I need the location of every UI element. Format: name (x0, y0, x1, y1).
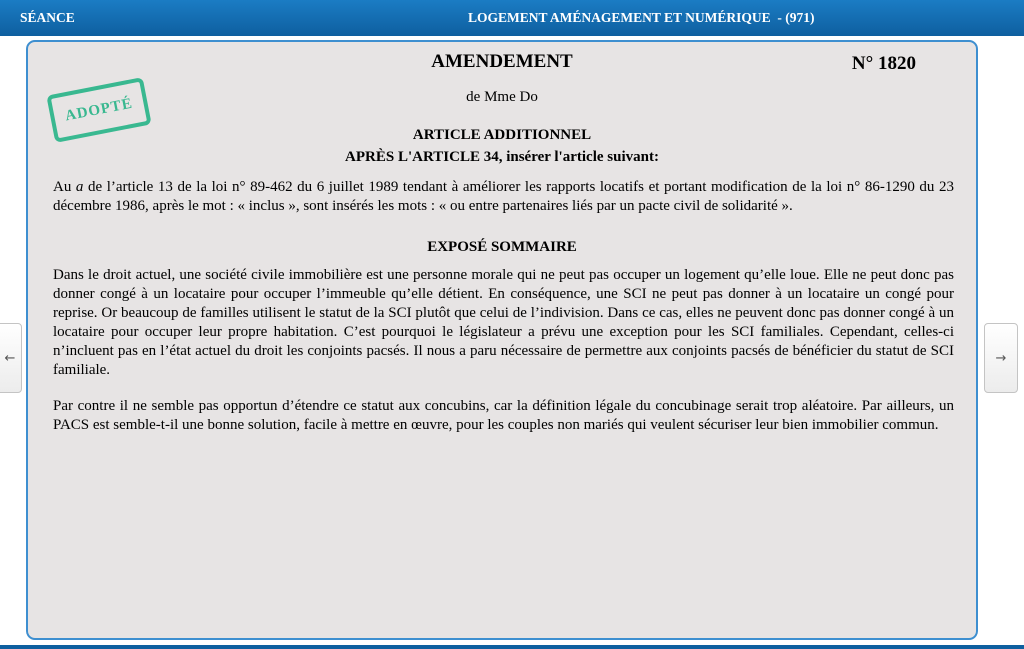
previous-button[interactable] (0, 323, 22, 393)
amendment-number: N° 1820 (851, 53, 916, 74)
amendment-title: AMENDEMENT (431, 51, 573, 72)
article-instruction: APRÈS L'ARTICLE 34, insérer l'article suivant: (345, 149, 659, 165)
arrow-left-icon: ← (4, 350, 16, 366)
next-button[interactable] (984, 323, 1018, 393)
article-header (28, 124, 976, 168)
amendment-card (26, 40, 978, 640)
document-context-label: LOGEMENT AMÉNAGEMENT ET NUMÉRIQUE - (971) (468, 10, 815, 25)
summary-paragraph: Dans le droit actuel, une société civile immobilière est une personne morale qui ne peut pas occuper un logement qu’elle loue. Elle ne peut donc pas donner congé à un locataire pour occuper l’immeuble qu’elle détient. En conséquence, une SCI ne peut pas donner à un locataire un congé pour reprise. Or beaucoup de familles utilisent le statut de la SCI plutôt que celui de l’indivision. Dans ce cas, elles ne peuvent donc pas donner congé à un locataire pour occuper leur propre habitation. C’est pourquoi le législateur a prévu une exception pour les SCI familiales. Cependant, celles-ci n’incluent pas en l’état actuel du droit les conjoints pacsés. Il nous a paru nécessaire de permettre aux conjoints pacsés de bénéficier du statut de SCI familiale. (53, 267, 954, 378)
bottom-bar (0, 645, 1024, 649)
session-label: SÉANCE (20, 10, 75, 25)
arrow-right-icon: → (995, 350, 1007, 366)
body-rest: de l’article 13 de la loi n° 89-462 du 6 juillet 1989 tendant à améliorer les rapports locatifs et portant modification de la loi n° 86-1290 du 23 décembre 1986, après le mot : « inclus », sont insérés les mots : « ou entre partenaires liés par un pacte civil de solidarité ». (53, 179, 954, 214)
amendment-body (53, 178, 954, 216)
top-header-bar (0, 0, 1024, 36)
body-prefix: Au (53, 179, 76, 195)
summary-title: EXPOSÉ SOMMAIRE (427, 239, 577, 255)
adopted-stamp: ADOPTÉ (46, 77, 151, 143)
article-title: ARTICLE ADDITIONNEL (412, 127, 592, 143)
summary-paragraph: Par contre il ne semble pas opportun d’étendre ce statut aux concubins, car la définition légale du concubinage serait trop aléatoire. Par ailleurs, un PACS est semble-t-il une bonne solution, facile à mettre en œuvre, pour les couples non mariés qui veulent sécuriser leur bien immobilier commun. (53, 398, 954, 433)
body-letter: a (75, 179, 84, 195)
amendment-author: de Mme Do (466, 89, 538, 105)
